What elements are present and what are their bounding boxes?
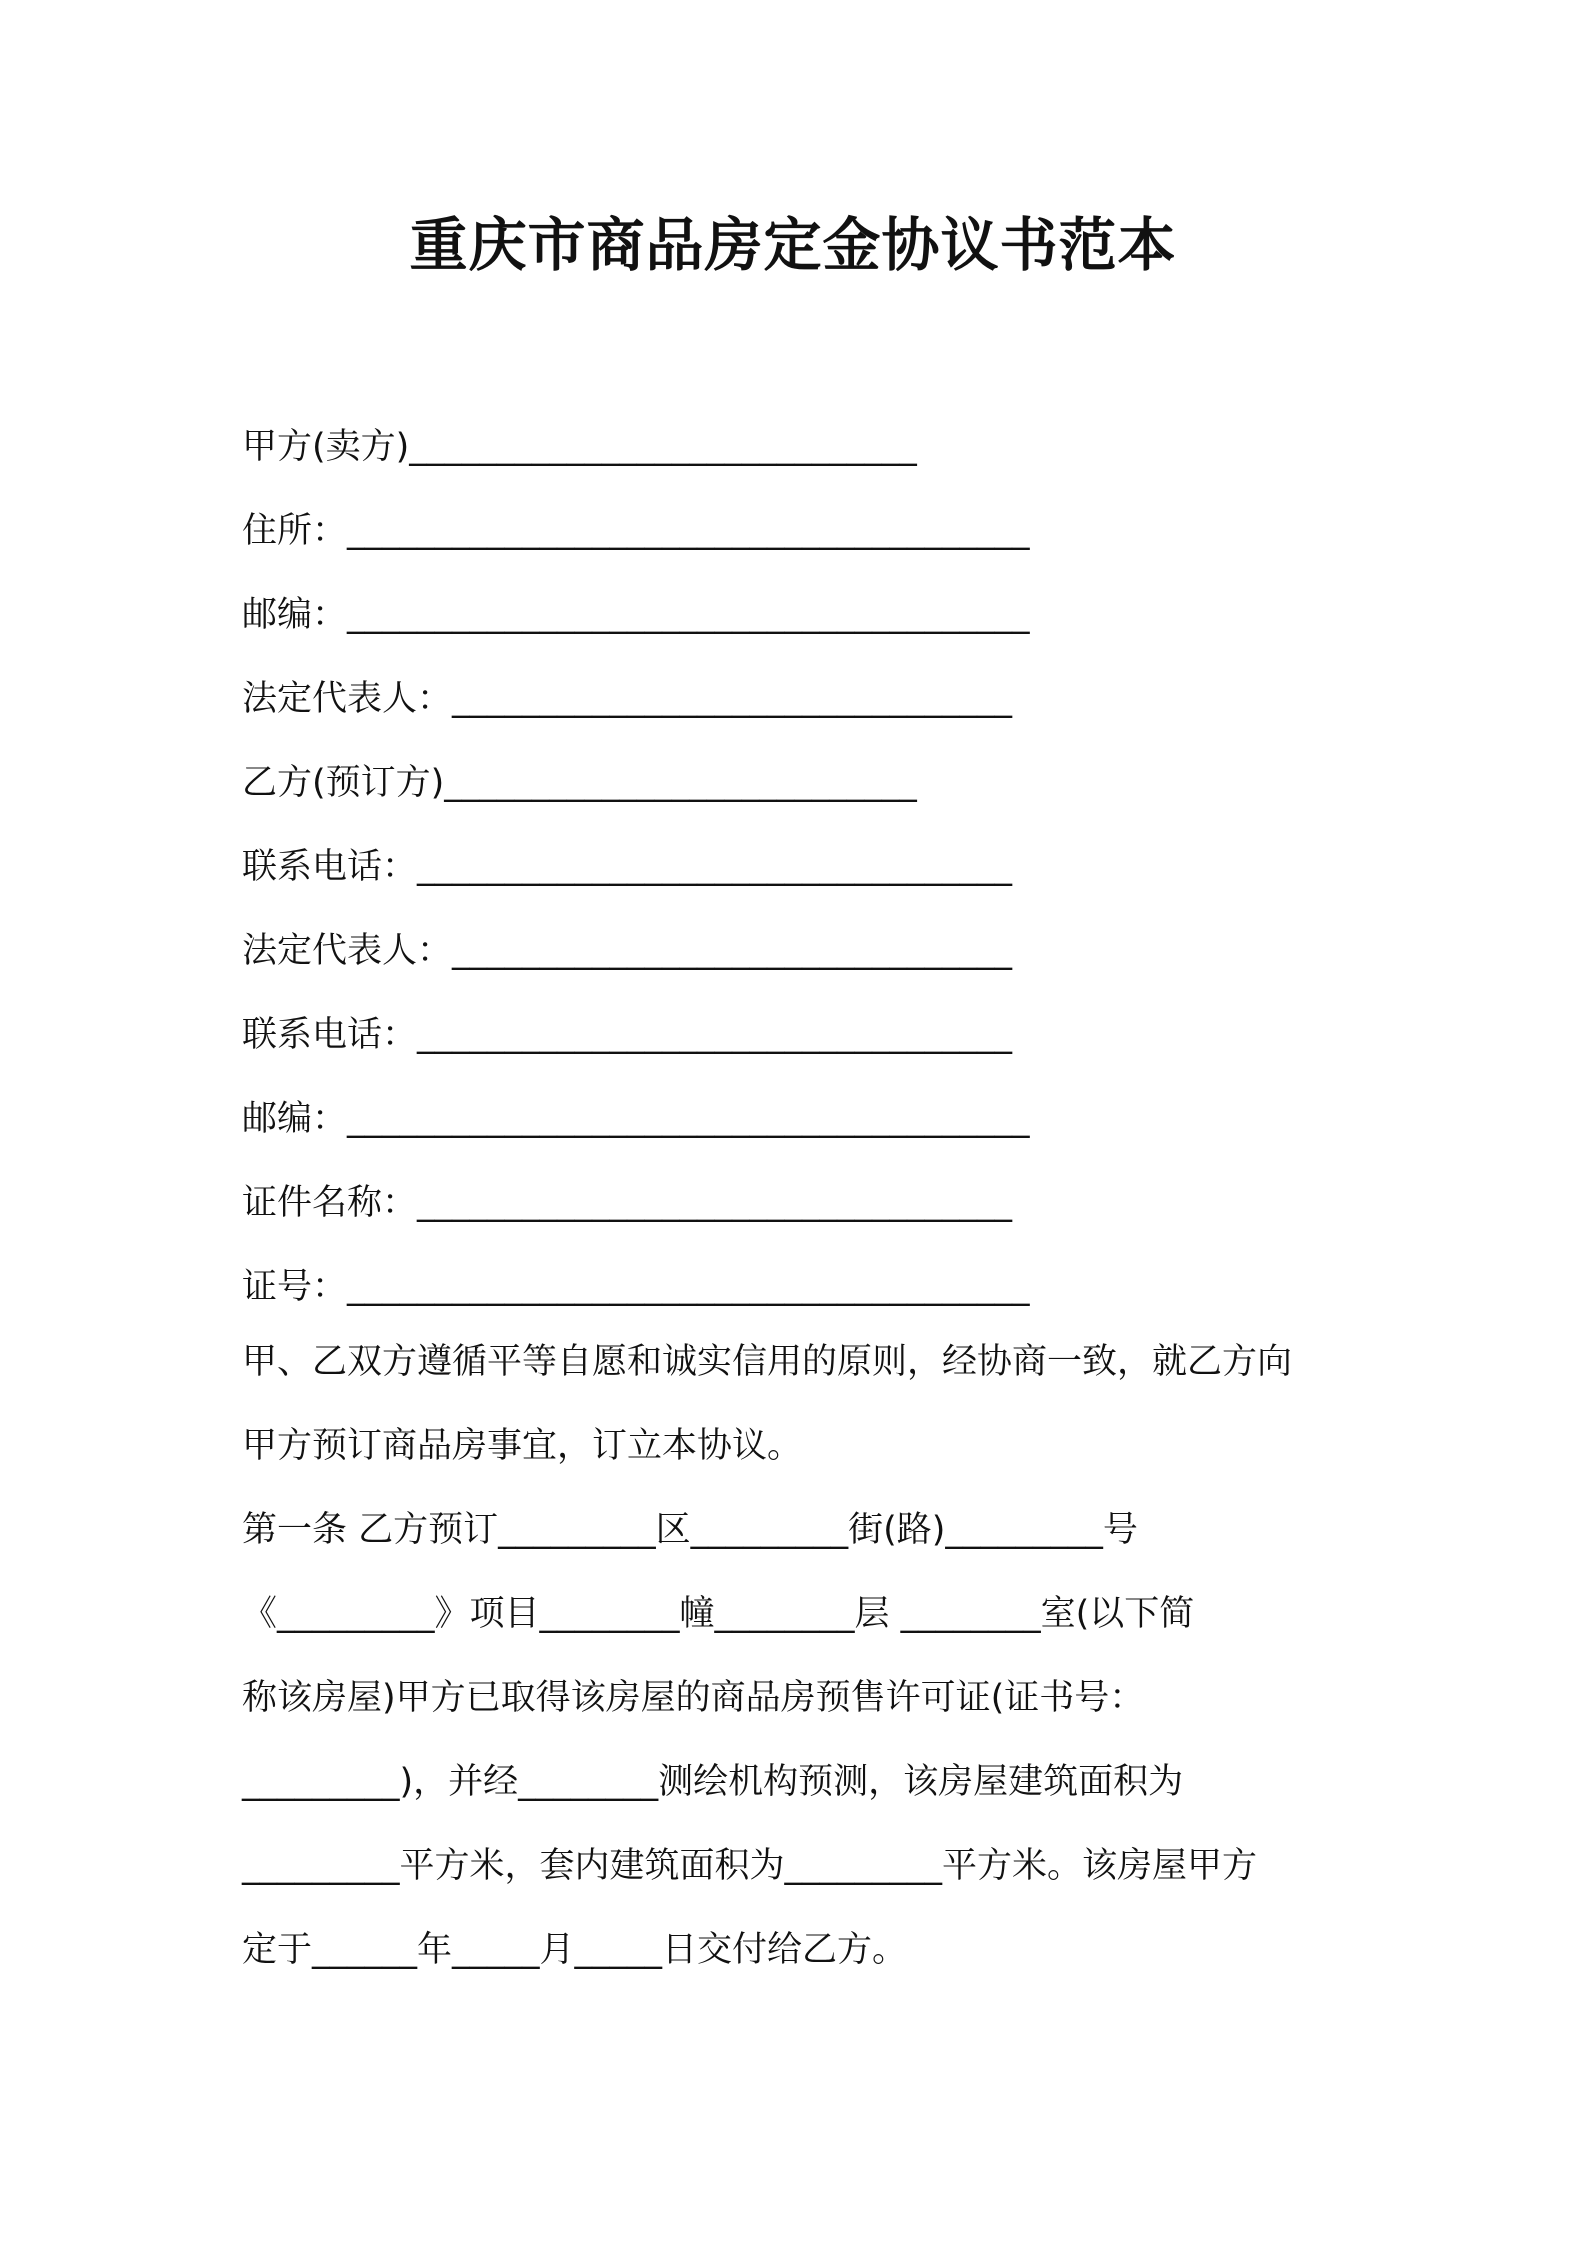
postcode-field: 邮编：_______________________________________ — [242, 595, 1030, 635]
body-line: 定于______年_____月_____日交付给乙方。 — [242, 1930, 908, 1970]
id-type-field: 证件名称：__________________________________ — [242, 1183, 1013, 1223]
body-line: _________)，并经________测绘机构预测，该房屋建筑面积为 — [242, 1762, 1184, 1802]
id-number-field: 证号：_______________________________________ — [242, 1267, 1030, 1307]
body-line: 甲方预订商品房事宜，订立本协议。 — [242, 1426, 803, 1466]
body-line: 称该房屋)甲方已取得该房屋的商品房预售许可证(证书号： — [242, 1678, 1145, 1718]
party-info-fields — [242, 405, 1362, 1329]
body-line: _________平方米，套内建筑面积为_________平方米。该房屋甲方 — [242, 1846, 1258, 1886]
buyer-field: 乙方(预订方)___________________________ — [242, 763, 917, 803]
agreement-body — [242, 1320, 1362, 1992]
seller-legal-rep-field: 法定代表人：________________________________ — [242, 679, 1013, 719]
article-one-line: 第一条 乙方预订_________区_________街(路)_________号 — [242, 1510, 1138, 1550]
document-title: 重庆市商品房定金协议书范本 — [409, 211, 1177, 279]
buyer-phone-field: 联系电话：__________________________________ — [242, 1015, 1013, 1055]
seller-field: 甲方(卖方)_____________________________ — [242, 427, 917, 467]
buyer-legal-rep-field: 法定代表人：________________________________ — [242, 931, 1013, 971]
body-line: 甲、乙双方遵循平等自愿和诚实信用的原则，经协商一致，就乙方向 — [242, 1342, 1293, 1382]
buyer-postcode-field: 邮编：_______________________________________ — [242, 1099, 1030, 1139]
phone-field: 联系电话：__________________________________ — [242, 847, 1013, 887]
address-field: 住所：_______________________________________ — [242, 511, 1030, 551]
body-line: 《_________》项目________幢________层 ________室(以下简 — [242, 1594, 1195, 1634]
